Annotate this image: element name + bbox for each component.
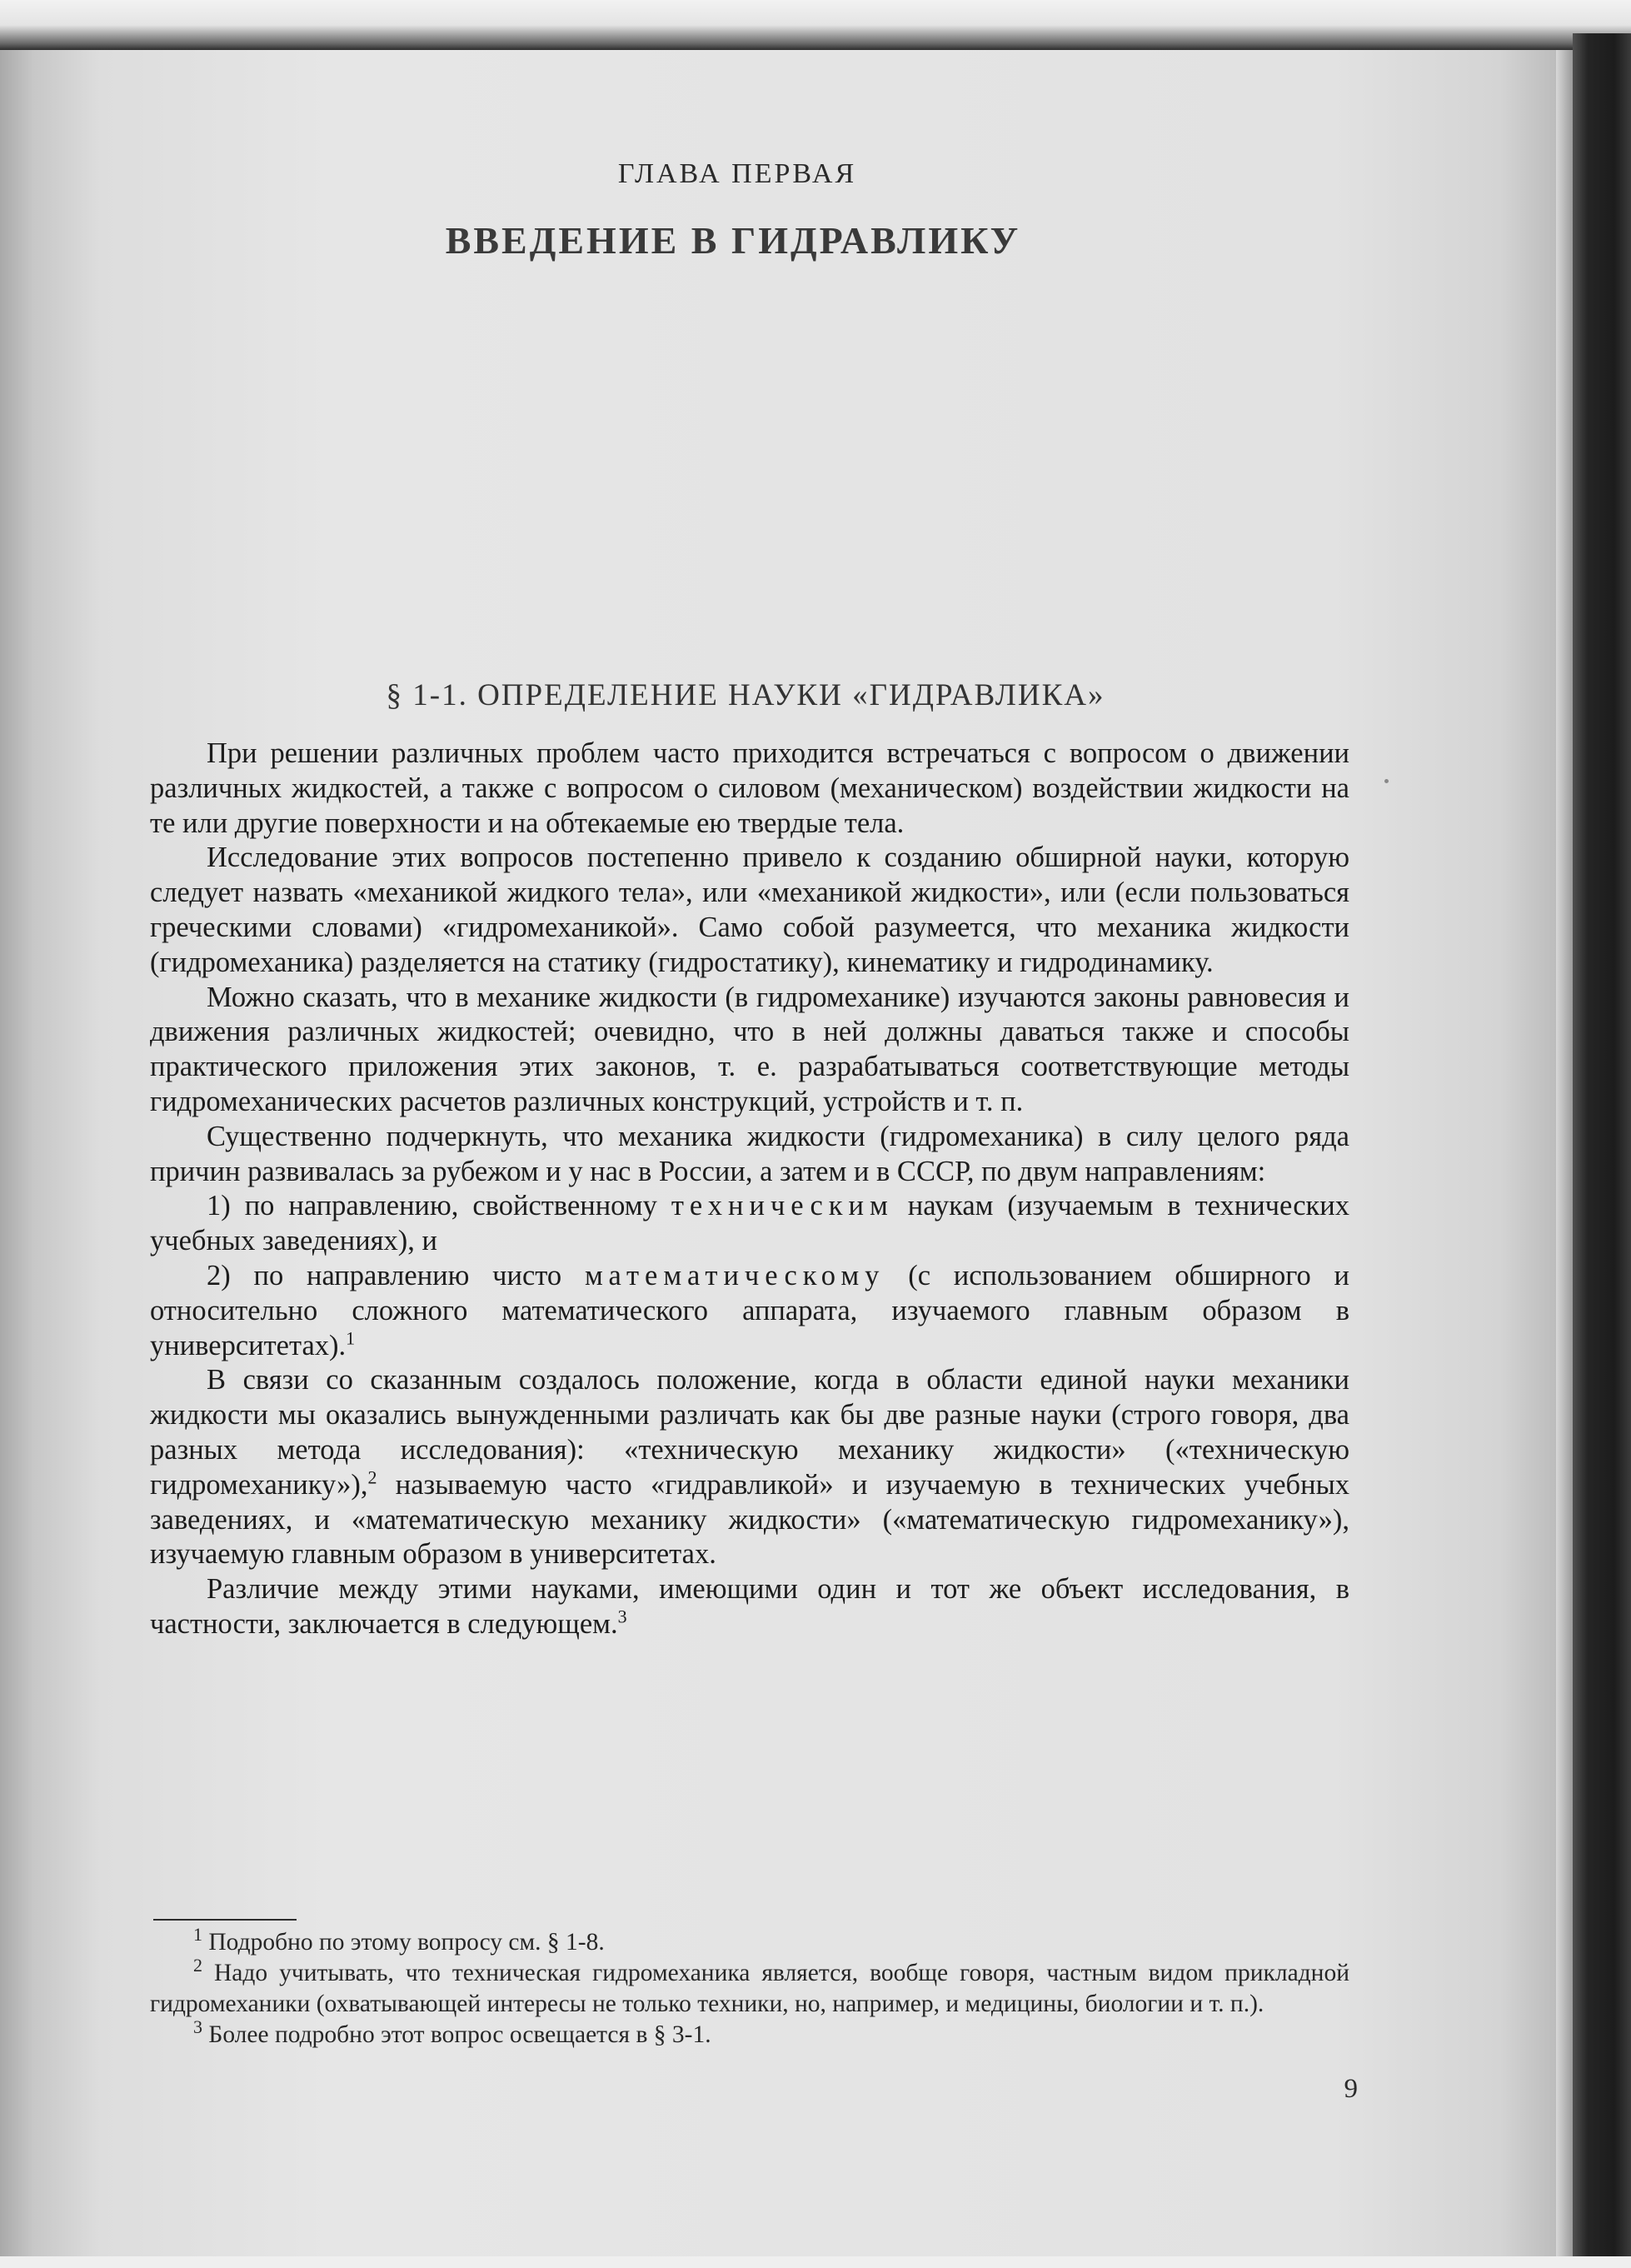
paragraph	[150, 1363, 1349, 1572]
paragraph-text: 1) по направлению, свойственному	[207, 1190, 671, 1222]
paragraph-text: наукам (изучаемым в технических учебных заведениях), и	[150, 1190, 1349, 1257]
section-heading: § 1-1. ОПРЕДЕЛЕНИЕ НАУКИ «ГИДРАВЛИКА»	[386, 678, 1105, 712]
spaced-emphasis: математическому	[584, 1259, 885, 1291]
paragraph-text: В связи со сказанным создалось положение, когда в области единой науки механики жидкости мы оказались вынужденными различать как бы две разные науки (строго говоря, два разных метода исследования): «техническую механику жидкости» («техническую гидромеханику»),	[150, 1364, 1349, 1501]
footnote-divider	[153, 1919, 297, 1921]
scan-bottom-edge	[0, 2256, 1631, 2268]
footnote-text: Подробно по этому вопросу см. § 1-8.	[202, 1929, 605, 1956]
paragraph: Можно сказать, что в механике жидкости (в гидромеханике) изучаются законы равновесия и движения различных жидкостей; очевидно, что в ней должны даваться также и способы практического приложения этих законов, т. е. разрабатываться соответствующие методы гидромеханических расчетов различных конструкций, устройств и т. п.	[150, 981, 1349, 1117]
paragraph-text: 2) по направлению чисто	[207, 1259, 585, 1291]
footnote-number: 3	[193, 2016, 202, 2038]
paragraph-text: Различие между этими науками, имеющими один и тот же объект исследования, в частности, заключается в следующем.	[150, 1573, 1349, 1640]
footnote	[150, 1924, 1349, 1958]
paragraph	[150, 1189, 1349, 1259]
footnote-number: 1	[193, 1924, 202, 1946]
footnote-number: 2	[193, 1955, 202, 1976]
footnote-text: Надо учитывать, что техническая гидромеханика является, вообще говоря, частным видом прикладной гидромеханики (охватывающей интересы не только техники, но, например, и медицины, биологии и т. п.).	[150, 1960, 1349, 2017]
paragraph: Существенно подчеркнуть, что механика жидкости (гидромеханика) в силу целого ряда причин развивалась за рубежом и у нас в России, а затем и в СССР, по двум направлениям:	[150, 1120, 1349, 1187]
footnote-ref: 1	[346, 1327, 356, 1349]
body-text	[150, 737, 1349, 1642]
spaced-emphasis: техническим	[671, 1190, 894, 1222]
paragraph: Исследование этих вопросов постепенно привело к созданию обширной науки, которую следует назвать «механикой жидкого тела», или «механикой жидкости», или (если пользоваться греческими словами) «гидромеханикой». Само собой разумеется, что механика жидкости (гидромеханика) разделяется на статику (гидростатику), кинематику и гидродинамику.	[150, 842, 1349, 978]
paragraph-text: (с использованием обширного и относительно сложного математического аппарата, изучаемого главным образом в университетах).	[150, 1259, 1349, 1361]
chapter-title: ВВЕДЕНИЕ В ГИДРАВЛИКУ	[445, 219, 1021, 262]
footnote-ref: 3	[617, 1606, 627, 1627]
page-edge-shadow	[1556, 50, 1573, 2268]
chapter-label: ГЛАВА ПЕРВАЯ	[617, 158, 857, 189]
footnote	[150, 1955, 1349, 2020]
scan-speck	[1384, 779, 1389, 783]
scan-top-edge	[0, 0, 1631, 50]
paragraph	[150, 1572, 1349, 1642]
footnote-ref: 2	[367, 1466, 377, 1488]
footnote	[150, 2016, 1349, 2051]
page-number: 9	[1344, 2074, 1358, 2104]
book-binding-edge	[1573, 33, 1631, 2268]
footnote-text: Более подробно этот вопрос освещается в § 3-1.	[202, 2021, 711, 2048]
footnotes	[150, 1924, 1349, 2051]
paragraph: При решении различных проблем часто приходится встречаться с вопросом о движении различных жидкостей, а также с вопросом о силовом (механическом) воздействии жидкости на те или другие поверхности и на обтекаемые ею твердые тела.	[150, 737, 1349, 839]
paragraph	[150, 1259, 1349, 1363]
paragraph-text: называемую часто «гидравликой» и изучаемую в технических учебных заведениях, и «математическую механику жидкости» («математическую гидромеханику»), изучаемую главным образом в университетах.	[150, 1468, 1349, 1571]
